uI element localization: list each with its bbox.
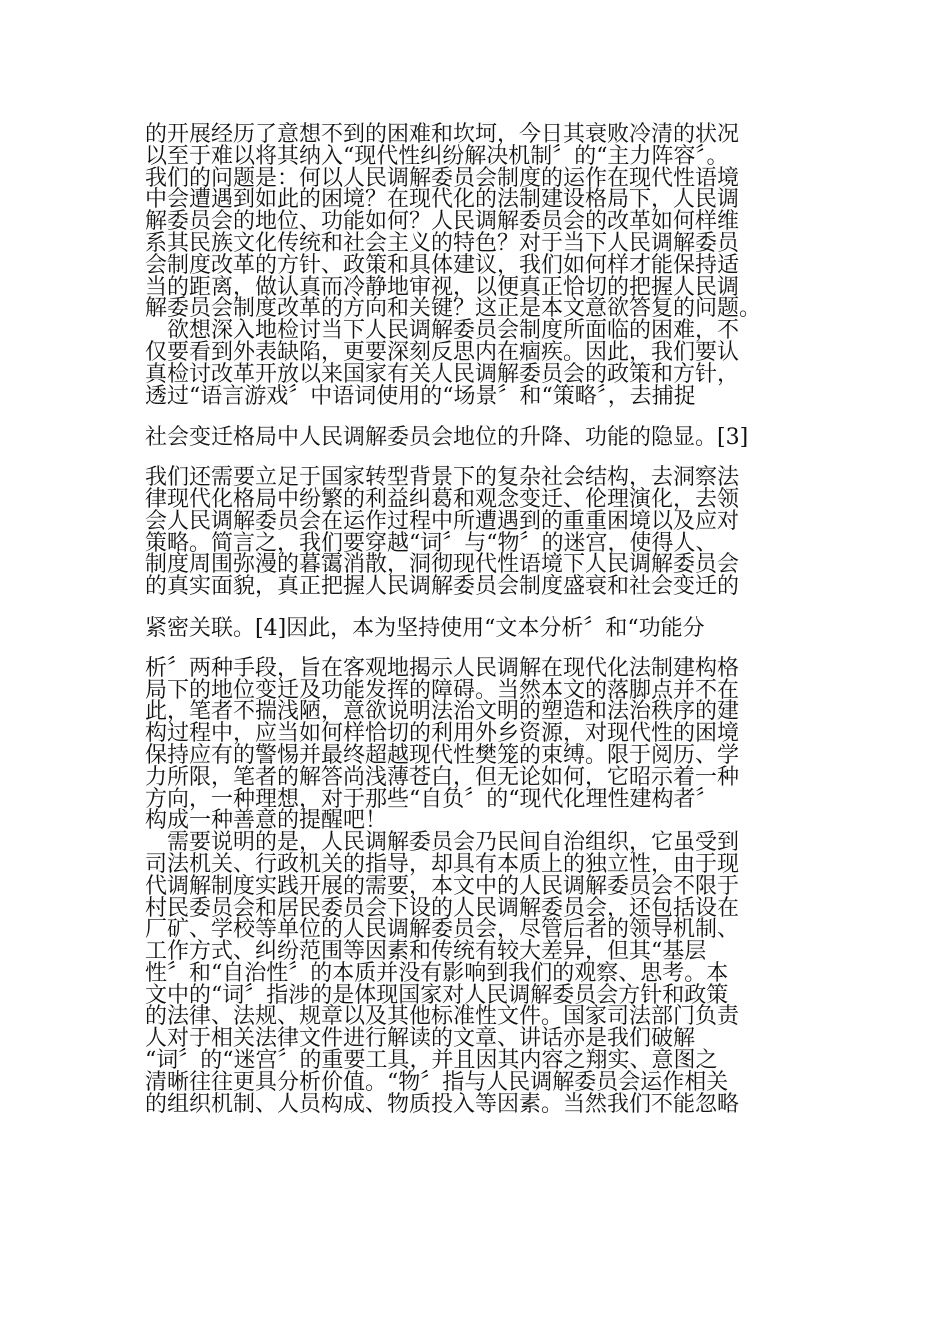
text-line: 当的距离，做认真而冷静地审视，以便真正恰切的把握人民调	[145, 274, 740, 300]
text-line: 析〞两种手段，旨在客观地揭示人民调解在现代化法制建构格	[145, 655, 740, 681]
text-line: 系其民族文化传统和社会主义的特色？对于当下人民调解委员	[145, 230, 740, 256]
text-line: 力所限，笔者的解答尚浅薄苍白，但无论如何，它昭示着一种	[145, 764, 740, 790]
text-line: 以至于难以将其纳入“现代性纠纷解决机制〞的“主力阵容〞。	[145, 143, 729, 169]
text-line: 透过“语言游戏〞中语词使用的“场景〞和“策略〞，去捕捉	[145, 383, 696, 409]
text-line: 的真实面貌，真正把握人民调解委员会制度盛衰和社会变迁的	[145, 574, 740, 600]
text-line: 真检讨改革开放以来国家有关人民调解委员会的政策和方针，	[145, 361, 740, 387]
text-line: 会制度改革的方针、政策和具体建议，我们如何样才能保持适	[145, 252, 740, 278]
text-line: 性〞和“自治性〞的本质并没有影响到我们的观察、思考。本	[145, 960, 729, 986]
text-line: 紧密关联。[4]因此，本为坚持使用“文本分析〞和“功能分	[145, 615, 705, 641]
text-line: 工作方式、纠纷范围等因素和传统有较大差异，但其“基层	[145, 939, 707, 965]
text-line: 解委员会制度改革的方向和关键？这正是本文意欲答复的问题。	[145, 296, 762, 322]
text-line: 解委员会的地位、功能如何？人民调解委员会的改革如何样维	[145, 209, 740, 235]
text-line: 中会遭遇到如此的困境？在现代化的法制建设格局下，人民调	[145, 187, 740, 213]
text-line: 人对于相关法律文件进行解读的文章、讲话亦是我们破解	[145, 1026, 696, 1052]
text-line: 仅要看到外表缺陷，更要深刻反思内在痼疾。因此，我们要认	[145, 339, 740, 365]
text-line: 会人民调解委员会在运作过程中所遭遇到的重重困境以及应对	[145, 508, 740, 534]
text-line: 的组织机制、人员构成、物质投入等因素。当然我们不能忽略	[145, 1091, 740, 1117]
text-line: 我们还需要立足于国家转型背景下的复杂社会结构，去洞察法	[145, 465, 740, 491]
text-line: 我们的问题是：何以人民调解委员会制度的运作在现代性语境	[145, 165, 740, 191]
text-line: 律现代化格局中纷繁的利益纠葛和观念变迁、伦理演化，去领	[145, 486, 740, 512]
text-line: 构过程中，应当如何样恰切的利用外乡资源，对现代性的困境	[145, 721, 740, 747]
text-line: 需要说明的是，人民调解委员会乃民间自治组织，它虽受到	[167, 830, 740, 856]
text-line: 清晰往往更具分析价值。“物〞指与人民调解委员会运作相关	[145, 1069, 729, 1095]
text-line: 代调解制度实践开展的需要，本文中的人民调解委员会不限于	[145, 873, 740, 899]
body-text	[145, 124, 810, 1115]
text-line: 的法律、法规、规章以及其他标准性文件。国家司法部门负责	[145, 1004, 740, 1030]
text-line: 方向，一种理想，对于那些“自负〞的“现代化理性建构者〞	[145, 786, 718, 812]
text-line: 社会变迁格局中人民调解委员会地位的升降、功能的隐显。[3]	[145, 425, 749, 451]
text-line: 厂矿、学校等单位的人民调解委员会，尽管后者的领导机制、	[145, 917, 740, 943]
text-line: 保持应有的警惕并最终超越现代性樊笼的束缚。限于阅历、学	[145, 742, 740, 768]
text-line: 欲想深入地检讨当下人民调解委员会制度所面临的困难，不	[167, 318, 740, 344]
text-line: 文中的“词〞指涉的是体现国家对人民调解委员会方针和政策	[145, 982, 729, 1008]
text-line: 司法机关、行政机关的指导，却具有本质上的独立性，由于现	[145, 851, 740, 877]
text-line: 制度周围弥漫的暮霭消散，洞彻现代性语境下人民调解委员会	[145, 552, 740, 578]
text-line: 此，笔者不揣浅陋，意欲说明法治文明的塑造和法治秩序的建	[145, 699, 740, 725]
text-line: 的开展经历了意想不到的困难和坎坷，今日其衰败冷清的状况	[145, 122, 740, 147]
text-line: 构成一种善意的提醒吧！	[145, 808, 388, 834]
text-line: 策略。简言之，我们要穿越“词〞与“物〞的迷宫，使得人、	[145, 530, 718, 556]
text-line: 局下的地位变迁及功能发挥的障碍。当然本文的落脚点并不在	[145, 677, 740, 703]
text-line: “词〞的“迷宫〞的重要工具，并且因其内容之翔实、意图之	[145, 1048, 718, 1074]
text-line: 村民委员会和居民委员会下设的人民调解委员会，还包括设在	[145, 895, 740, 921]
